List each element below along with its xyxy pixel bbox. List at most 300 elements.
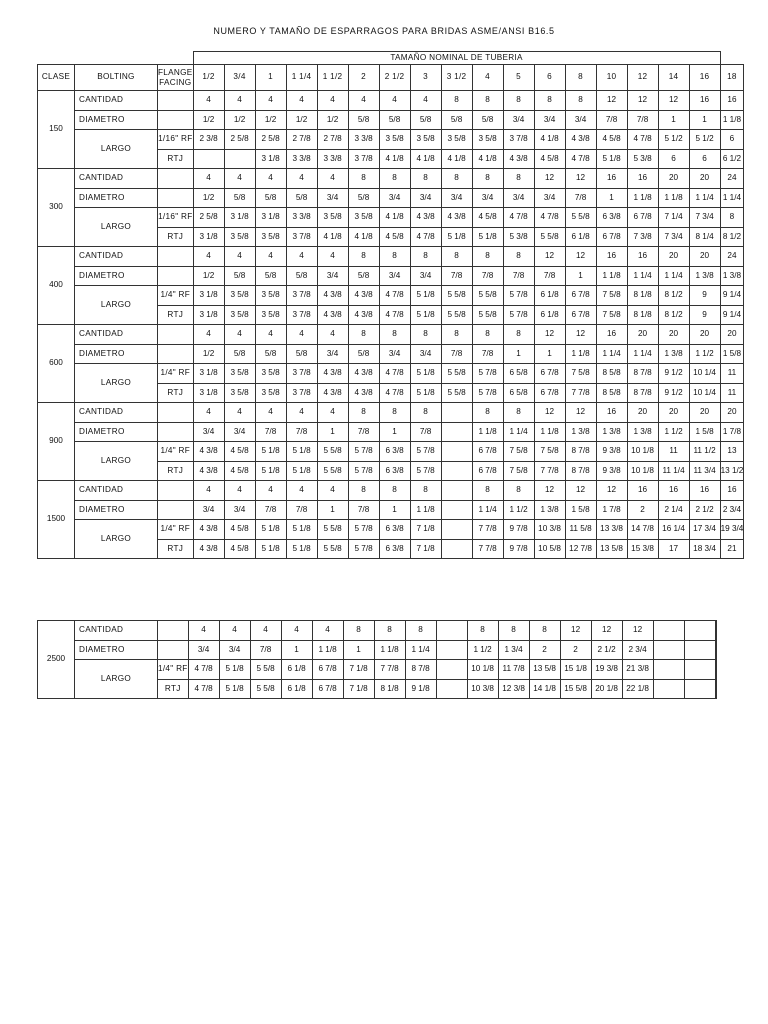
- value-cell: 3 5/8: [255, 364, 286, 384]
- size-header: 12: [627, 65, 658, 91]
- value-cell: 3/4: [317, 266, 348, 286]
- value-cell: 4: [317, 325, 348, 345]
- value-cell: 4 3/8: [193, 461, 224, 481]
- value-cell: 1 1/8: [472, 422, 503, 442]
- size-header: 5: [503, 65, 534, 91]
- value-cell: 4 7/8: [379, 286, 410, 306]
- value-cell: 9 3/8: [596, 442, 627, 462]
- value-cell: 2 7/8: [286, 130, 317, 150]
- value-cell: 3 5/8: [255, 383, 286, 403]
- value-cell: 8: [503, 169, 534, 189]
- table-row: [38, 364, 744, 384]
- table-row: [38, 188, 744, 208]
- value-cell: 5 1/8: [255, 520, 286, 540]
- value-cell: 11 7/8: [498, 660, 529, 680]
- value-cell: 7 5/8: [503, 461, 534, 481]
- value-cell: 8: [472, 325, 503, 345]
- value-cell: 12: [565, 247, 596, 267]
- value-cell: 8: [348, 481, 379, 501]
- value-cell: 4 7/8: [188, 660, 219, 680]
- value-cell: 7/8: [348, 500, 379, 520]
- value-cell: [436, 640, 467, 660]
- facing-cell-empty: [158, 500, 194, 520]
- value-cell: 12: [565, 169, 596, 189]
- value-cell: 3/4: [534, 110, 565, 130]
- value-cell: 5 7/8: [348, 461, 379, 481]
- value-cell: 5 5/8: [250, 679, 281, 699]
- value-cell: 6 3/8: [379, 461, 410, 481]
- value-cell: 3/4: [410, 344, 441, 364]
- table-row: [38, 266, 744, 286]
- value-cell: 3 3/8: [286, 208, 317, 228]
- row-label-largo: LARGO: [75, 442, 158, 481]
- value-cell: 1 1/8: [658, 188, 689, 208]
- class-value: 600: [38, 325, 75, 403]
- value-cell: 8: [529, 621, 560, 641]
- value-cell: 12: [622, 621, 653, 641]
- value-cell: 5 1/8: [286, 442, 317, 462]
- value-cell: 4 7/8: [188, 679, 219, 699]
- size-header: 3 1/2: [441, 65, 472, 91]
- value-cell: 10 1/4: [689, 383, 720, 403]
- value-cell: 12: [534, 481, 565, 501]
- facing-rf-label: 1/4" RF: [158, 442, 194, 462]
- clase-header: CLASE: [38, 65, 75, 91]
- value-cell: 5 1/8: [286, 461, 317, 481]
- value-cell: 16: [596, 247, 627, 267]
- facing-cell-empty: [158, 91, 194, 111]
- facing-cell-empty: [158, 621, 189, 641]
- table-row: [38, 422, 744, 442]
- value-cell: 8: [441, 169, 472, 189]
- flange-facing-line-1: FLANGE: [158, 68, 193, 78]
- value-cell: 1/2: [224, 110, 255, 130]
- value-cell: 8: [720, 208, 744, 228]
- row-label-cantidad: CANTIDAD: [75, 247, 158, 267]
- value-cell: 16: [658, 481, 689, 501]
- value-cell: 3 5/8: [224, 305, 255, 325]
- row-label-diametro: DIAMETRO: [75, 266, 158, 286]
- size-header: 16: [689, 65, 720, 91]
- facing-rtj-label: RTJ: [158, 383, 194, 403]
- value-cell: 8 1/2: [658, 305, 689, 325]
- value-cell: 3/4: [410, 188, 441, 208]
- value-cell: 13: [720, 442, 744, 462]
- value-cell: 1 1/4: [720, 188, 744, 208]
- value-cell: 15 3/8: [627, 539, 658, 559]
- row-label-diametro: DIAMETRO: [75, 500, 158, 520]
- value-cell: 7 3/4: [658, 227, 689, 247]
- value-cell: 2: [529, 640, 560, 660]
- value-cell: 8: [410, 403, 441, 423]
- value-cell: 2 3/4: [720, 500, 744, 520]
- value-cell: 8: [379, 247, 410, 267]
- value-cell: 7 7/8: [472, 539, 503, 559]
- value-cell: 8 7/8: [565, 442, 596, 462]
- value-cell: 3/4: [379, 188, 410, 208]
- row-label-diametro: DIAMETRO: [75, 344, 158, 364]
- size-header: 3/4: [224, 65, 255, 91]
- value-cell: 5 1/8: [286, 539, 317, 559]
- value-cell: 5 1/8: [255, 539, 286, 559]
- value-cell: 20 1/8: [591, 679, 622, 699]
- class-value: 2500: [38, 621, 75, 699]
- value-cell: 5 7/8: [410, 461, 441, 481]
- row-label-largo: LARGO: [75, 364, 158, 403]
- value-cell: 8: [379, 403, 410, 423]
- value-cell: 7/8: [627, 110, 658, 130]
- value-cell: 4: [312, 621, 343, 641]
- value-cell: 4 3/8: [503, 149, 534, 169]
- facing-cell-empty: [158, 344, 194, 364]
- value-cell: [441, 422, 472, 442]
- value-cell: 8: [503, 247, 534, 267]
- value-cell: 14 7/8: [627, 520, 658, 540]
- value-cell: 4 7/8: [379, 383, 410, 403]
- value-cell: 4: [317, 481, 348, 501]
- value-cell: 7/8: [472, 344, 503, 364]
- value-cell: 1/2: [317, 110, 348, 130]
- value-cell: 17 3/4: [689, 520, 720, 540]
- value-cell: 1 1/8: [312, 640, 343, 660]
- row-label-cantidad: CANTIDAD: [75, 91, 158, 111]
- value-cell: 3 5/8: [255, 286, 286, 306]
- value-cell: 11: [658, 442, 689, 462]
- value-cell: 5 1/8: [410, 364, 441, 384]
- value-cell: 3/4: [410, 266, 441, 286]
- facing-rtj-label: RTJ: [158, 679, 189, 699]
- value-cell: 5 1/8: [286, 520, 317, 540]
- size-header: 1 1/2: [317, 65, 348, 91]
- value-cell: 1: [379, 500, 410, 520]
- value-cell: 4: [193, 91, 224, 111]
- value-cell: 1 1/4: [689, 188, 720, 208]
- facing-cell-empty: [158, 403, 194, 423]
- value-cell: 4 5/8: [224, 520, 255, 540]
- value-cell: 7 3/8: [627, 227, 658, 247]
- flange-facing-line-2: FACING: [159, 77, 192, 87]
- value-cell: 8 5/8: [596, 364, 627, 384]
- value-cell: 4 3/8: [317, 383, 348, 403]
- value-cell: 4: [224, 91, 255, 111]
- value-cell: 11 1/2: [689, 442, 720, 462]
- value-cell: 4: [193, 247, 224, 267]
- value-cell: [684, 621, 715, 641]
- value-cell: 4 7/8: [627, 130, 658, 150]
- value-cell: 1: [658, 110, 689, 130]
- value-cell: 3 5/8: [317, 208, 348, 228]
- value-cell: 4 3/8: [193, 442, 224, 462]
- value-cell: 5 7/8: [503, 305, 534, 325]
- value-cell: 1: [379, 422, 410, 442]
- value-cell: 5 7/8: [348, 520, 379, 540]
- value-cell: 4 1/8: [379, 208, 410, 228]
- class-value: 1500: [38, 481, 75, 559]
- value-cell: 1 1/2: [503, 500, 534, 520]
- value-cell: 12: [596, 481, 627, 501]
- facing-cell-empty: [158, 266, 194, 286]
- value-cell: 4 7/8: [379, 305, 410, 325]
- value-cell: 20: [658, 247, 689, 267]
- value-cell: 4: [224, 481, 255, 501]
- value-cell: 1: [317, 422, 348, 442]
- value-cell: 4 5/8: [379, 227, 410, 247]
- value-cell: 1 1/8: [720, 110, 744, 130]
- value-cell: 4: [255, 325, 286, 345]
- value-cell: 7 7/8: [565, 383, 596, 403]
- value-cell: 1 3/8: [534, 500, 565, 520]
- value-cell: 5 5/8: [441, 305, 472, 325]
- value-cell: 8: [441, 247, 472, 267]
- value-cell: 1 1/4: [658, 266, 689, 286]
- value-cell: 3 5/8: [224, 286, 255, 306]
- class-2500-table: [37, 620, 717, 699]
- value-cell: 3/4: [379, 266, 410, 286]
- value-cell: 16: [720, 481, 744, 501]
- value-cell: 1 7/8: [596, 500, 627, 520]
- table-row: [38, 169, 744, 189]
- value-cell: 5 5/8: [317, 461, 348, 481]
- value-cell: 4: [410, 91, 441, 111]
- value-cell: 5 7/8: [472, 383, 503, 403]
- value-cell: [436, 621, 467, 641]
- value-cell: 3 1/8: [224, 208, 255, 228]
- row-label-largo: LARGO: [75, 208, 158, 247]
- value-cell: 4 3/8: [410, 208, 441, 228]
- value-cell: 1/2: [193, 344, 224, 364]
- value-cell: 3 5/8: [348, 208, 379, 228]
- value-cell: 8: [379, 481, 410, 501]
- value-cell: 20: [627, 325, 658, 345]
- value-cell: 16: [627, 481, 658, 501]
- value-cell: 20: [689, 325, 720, 345]
- facing-cell-empty: [158, 640, 189, 660]
- value-cell: 5/8: [410, 110, 441, 130]
- value-cell: 5 3/8: [503, 227, 534, 247]
- value-cell: 3 3/8: [286, 149, 317, 169]
- value-cell: 4 7/8: [534, 208, 565, 228]
- row-label-cantidad: CANTIDAD: [75, 325, 158, 345]
- value-cell: 1 1/4: [627, 344, 658, 364]
- value-cell: 4 1/8: [379, 149, 410, 169]
- value-cell: 6: [658, 149, 689, 169]
- value-cell: 6 1/2: [720, 149, 744, 169]
- value-cell: 3/4: [317, 344, 348, 364]
- size-header: 1: [255, 65, 286, 91]
- value-cell: 4: [286, 247, 317, 267]
- value-cell: 6 7/8: [312, 660, 343, 680]
- header-row: [38, 65, 744, 91]
- value-cell: 9: [689, 286, 720, 306]
- value-cell: 8: [472, 403, 503, 423]
- value-cell: 3/4: [224, 422, 255, 442]
- value-cell: 4: [224, 325, 255, 345]
- value-cell: 6 1/8: [281, 679, 312, 699]
- value-cell: 8 1/8: [374, 679, 405, 699]
- value-cell: [715, 679, 716, 699]
- value-cell: 3 3/8: [348, 130, 379, 150]
- value-cell: 4: [193, 325, 224, 345]
- value-cell: 8 7/8: [627, 364, 658, 384]
- class-value: 900: [38, 403, 75, 481]
- value-cell: 3/4: [441, 188, 472, 208]
- table-row: [38, 500, 744, 520]
- value-cell: 2 5/8: [193, 208, 224, 228]
- value-cell: 5/8: [286, 188, 317, 208]
- value-cell: 7 5/8: [503, 442, 534, 462]
- value-cell: 2 3/8: [193, 130, 224, 150]
- value-cell: [653, 660, 684, 680]
- value-cell: 10 3/8: [534, 520, 565, 540]
- value-cell: 4: [219, 621, 250, 641]
- value-cell: 8: [405, 621, 436, 641]
- value-cell: 9 1/4: [720, 286, 744, 306]
- value-cell: 5/8: [348, 344, 379, 364]
- value-cell: 7 3/4: [689, 208, 720, 228]
- value-cell: 1: [317, 500, 348, 520]
- value-cell: 4 1/8: [410, 149, 441, 169]
- value-cell: 3/4: [224, 500, 255, 520]
- value-cell: 1/2: [193, 188, 224, 208]
- value-cell: 6: [689, 149, 720, 169]
- value-cell: 5/8: [286, 344, 317, 364]
- value-cell: 3/4: [472, 188, 503, 208]
- value-cell: 3 5/8: [224, 364, 255, 384]
- row-label-cantidad: CANTIDAD: [75, 481, 158, 501]
- value-cell: 4 5/8: [472, 208, 503, 228]
- value-cell: 5/8: [224, 266, 255, 286]
- value-cell: 3 5/8: [224, 227, 255, 247]
- value-cell: 3 1/8: [193, 364, 224, 384]
- row-label-cantidad: CANTIDAD: [75, 169, 158, 189]
- facing-rf-label: 1/4" RF: [158, 660, 189, 680]
- value-cell: 20: [658, 403, 689, 423]
- value-cell: 5 1/8: [255, 461, 286, 481]
- value-cell: 4 1/8: [472, 149, 503, 169]
- value-cell: 4 3/8: [565, 130, 596, 150]
- value-cell: 15 5/8: [560, 679, 591, 699]
- table-row: [38, 130, 744, 150]
- value-cell: 4: [193, 481, 224, 501]
- value-cell: 1/2: [286, 110, 317, 130]
- value-cell: 2: [627, 500, 658, 520]
- value-cell: 8 1/8: [627, 286, 658, 306]
- table-row: [38, 403, 744, 423]
- value-cell: 21 3/8: [622, 660, 653, 680]
- value-cell: 10 1/4: [689, 364, 720, 384]
- facing-rtj-label: RTJ: [158, 461, 194, 481]
- value-cell: 10 1/8: [467, 660, 498, 680]
- value-cell: 24: [720, 247, 744, 267]
- value-cell: 6 3/8: [379, 520, 410, 540]
- value-cell: 1 5/8: [720, 344, 744, 364]
- value-cell: 18 3/4: [689, 539, 720, 559]
- value-cell: 6 7/8: [534, 364, 565, 384]
- main-bolting-table: [37, 51, 744, 559]
- value-cell: 4 7/8: [410, 227, 441, 247]
- value-cell: 9 1/2: [658, 383, 689, 403]
- value-cell: 4: [224, 403, 255, 423]
- value-cell: 5 1/2: [689, 130, 720, 150]
- value-cell: 1 3/4: [498, 640, 529, 660]
- value-cell: 12: [565, 325, 596, 345]
- value-cell: 6 7/8: [472, 442, 503, 462]
- value-cell: 4 3/8: [348, 305, 379, 325]
- value-cell: 7 5/8: [596, 286, 627, 306]
- size-header: 3: [410, 65, 441, 91]
- value-cell: 8: [410, 481, 441, 501]
- value-cell: 7/8: [441, 266, 472, 286]
- value-cell: 8: [503, 325, 534, 345]
- value-cell: 1 1/4: [472, 500, 503, 520]
- value-cell: 5/8: [348, 110, 379, 130]
- value-cell: 4 5/8: [224, 461, 255, 481]
- value-cell: 5 5/8: [565, 208, 596, 228]
- value-cell: 12: [565, 403, 596, 423]
- value-cell: 4: [188, 621, 219, 641]
- value-cell: [436, 660, 467, 680]
- value-cell: 4: [348, 91, 379, 111]
- value-cell: 3 1/8: [193, 286, 224, 306]
- value-cell: 3 3/8: [317, 149, 348, 169]
- value-cell: 2 1/2: [689, 500, 720, 520]
- value-cell: 5/8: [472, 110, 503, 130]
- value-cell: 8: [348, 403, 379, 423]
- value-cell: 2 7/8: [317, 130, 348, 150]
- value-cell: 11: [720, 383, 744, 403]
- value-cell: 6 1/8: [281, 660, 312, 680]
- value-cell: 7 1/4: [658, 208, 689, 228]
- value-cell: 11 3/4: [689, 461, 720, 481]
- value-cell: 1 3/8: [720, 266, 744, 286]
- value-cell: 5 1/8: [596, 149, 627, 169]
- value-cell: 20: [627, 403, 658, 423]
- value-cell: 1 1/8: [565, 344, 596, 364]
- value-cell: 4: [286, 403, 317, 423]
- value-cell: 5 5/8: [317, 520, 348, 540]
- header-blank: [158, 52, 194, 65]
- value-cell: 5 5/8: [317, 539, 348, 559]
- size-header: 18: [720, 65, 744, 91]
- value-cell: 3 7/8: [286, 227, 317, 247]
- value-cell: [715, 640, 716, 660]
- value-cell: 7/8: [250, 640, 281, 660]
- value-cell: 4 1/8: [348, 227, 379, 247]
- value-cell: 6 7/8: [627, 208, 658, 228]
- table-row: [38, 660, 717, 680]
- value-cell: 1: [534, 344, 565, 364]
- value-cell: 1 3/8: [596, 422, 627, 442]
- value-cell: [441, 481, 472, 501]
- value-cell: 4 1/8: [317, 227, 348, 247]
- value-cell: 8: [498, 621, 529, 641]
- value-cell: 7/8: [472, 266, 503, 286]
- value-cell: 12: [560, 621, 591, 641]
- table-row: [38, 640, 717, 660]
- table-row: [38, 110, 744, 130]
- value-cell: 1: [281, 640, 312, 660]
- value-cell: 19 3/8: [591, 660, 622, 680]
- value-cell: 3 1/8: [193, 227, 224, 247]
- value-cell: 6: [720, 130, 744, 150]
- value-cell: 1 3/8: [627, 422, 658, 442]
- value-cell: 24: [720, 169, 744, 189]
- value-cell: 3 1/8: [193, 383, 224, 403]
- value-cell: 5 5/8: [472, 305, 503, 325]
- facing-rtj-label: RTJ: [158, 227, 194, 247]
- value-cell: 7/8: [255, 500, 286, 520]
- value-cell: 4 7/8: [503, 208, 534, 228]
